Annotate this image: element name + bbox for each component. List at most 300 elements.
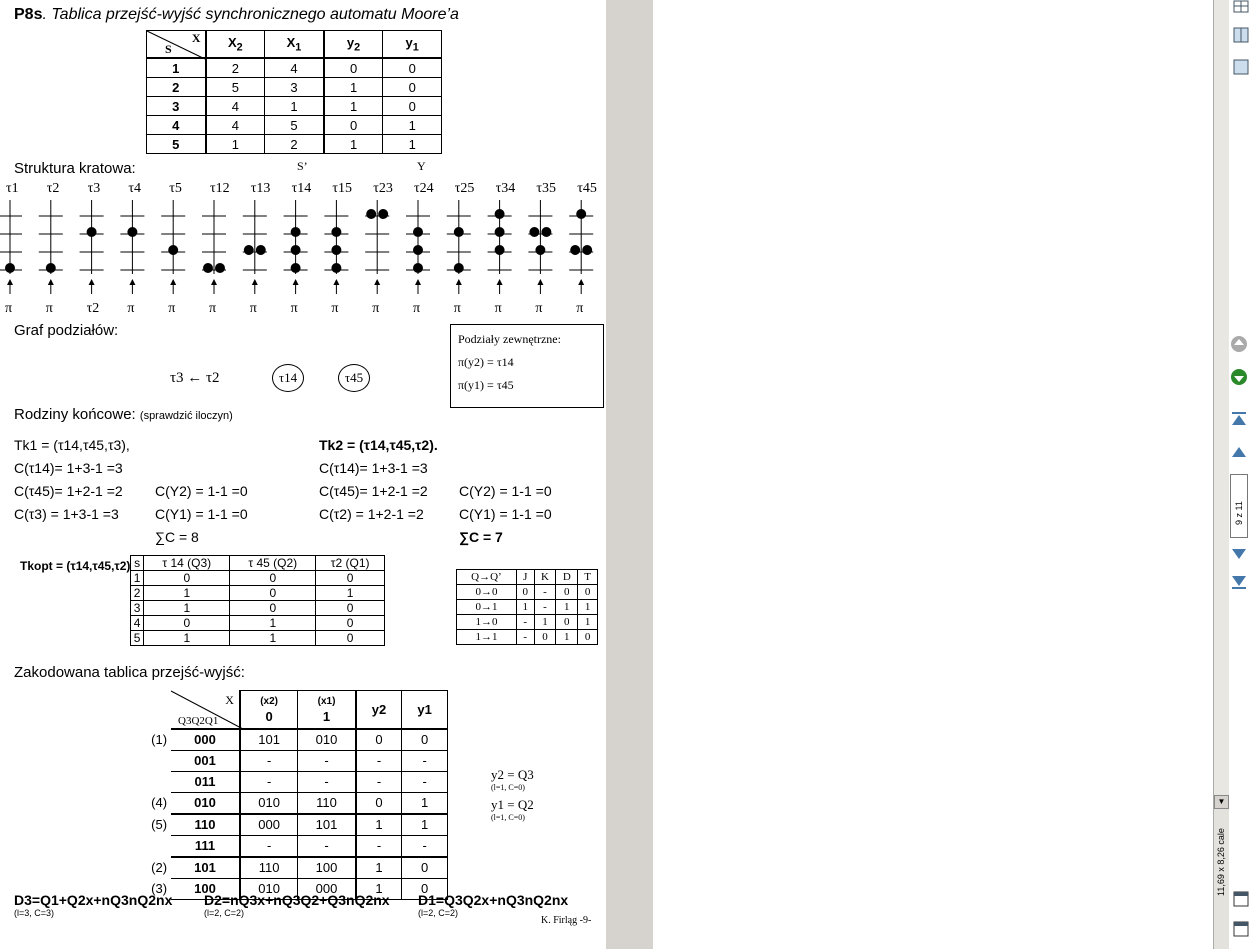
table-row: [147, 78, 442, 97]
graph-title: Graf podziałów:: [14, 322, 119, 339]
tkopt-cell: 2: [131, 586, 144, 601]
families-title: Rodziny końcowe:: [14, 406, 136, 423]
lattice-column: [406, 181, 434, 316]
lattice-arrowhead: [293, 279, 299, 285]
lattice-column: [243, 181, 271, 316]
tkopt-cell: 0: [316, 631, 385, 646]
lattice-arrowhead: [48, 279, 54, 285]
encoded-cell: -: [402, 750, 448, 771]
lattice-column: [324, 181, 352, 316]
tau-label: τ45: [577, 181, 597, 196]
families-note: (sprawdzić iloczyn): [139, 410, 233, 422]
lattice-column: [447, 181, 475, 316]
family1-sum: ∑C = 8: [155, 529, 199, 545]
lattice-dot: [454, 263, 464, 273]
tkopt-cell: 1: [131, 571, 144, 586]
bottom-label: π: [331, 301, 339, 316]
encoded-cell: 010: [298, 729, 356, 751]
lattice-arrowhead: [7, 279, 13, 285]
tkopt-row: [131, 571, 385, 586]
tkopt-cell: 1: [230, 616, 316, 631]
lattice-dot: [168, 245, 178, 255]
lattice-arrowhead: [415, 279, 421, 285]
graph-relation: τ3 ← τ2: [170, 370, 220, 386]
lattice-arrowhead: [170, 279, 176, 285]
jk-cell: 1→1: [457, 630, 517, 645]
family1-line: C(τ14)= 1+3-1 =3: [14, 460, 123, 476]
family2-output: C(Y2) = 1-1 =0: [459, 483, 552, 499]
lattice-dot: [46, 263, 56, 273]
value-cell: 2: [206, 58, 265, 78]
encoded-cell: 100: [298, 857, 356, 879]
external-title: Podziały zewnętrzne:: [458, 332, 561, 346]
tkopt-header: s: [131, 556, 144, 571]
jk-header: J: [516, 570, 534, 585]
lattice-dot: [291, 227, 301, 237]
jk-cell: 0: [556, 585, 578, 600]
bottom-label: π: [168, 301, 176, 316]
bottom-label: π: [45, 301, 53, 316]
first-page-icon[interactable]: [1230, 410, 1248, 428]
tau-label: τ15: [332, 181, 353, 196]
encoded-cell: 000: [298, 878, 356, 899]
two-page-view-icon[interactable]: [1232, 26, 1250, 44]
flipflop-table: [456, 569, 598, 645]
lattice-column: [365, 181, 393, 316]
tkopt-cell: 1: [144, 601, 230, 616]
row-label: [130, 750, 171, 771]
bottom-label: π: [453, 301, 461, 316]
forward-icon[interactable]: [1230, 368, 1248, 386]
lattice-dot: [495, 245, 505, 255]
tkopt-cell: 5: [131, 631, 144, 646]
value-cell: 4: [206, 97, 265, 116]
jk-row: [457, 600, 598, 615]
header-y2: y2: [356, 691, 402, 729]
table-corner: [147, 31, 206, 59]
lattice-dot: [127, 227, 137, 237]
lattice-arrowhead: [456, 279, 462, 285]
tkopt-cell: 4: [131, 616, 144, 631]
encoded-row: [130, 857, 448, 879]
lattice-column: [528, 181, 556, 316]
tkopt-row: [131, 586, 385, 601]
encoded-row: [130, 750, 448, 771]
value-cell: 1: [383, 116, 442, 135]
jk-cell: 1→0: [457, 615, 517, 630]
header-x2: $X_2$: [206, 31, 265, 59]
encoded-cell: 110: [240, 857, 298, 879]
bottom-label: π: [127, 301, 135, 316]
vertical-scrollbar[interactable]: [1213, 0, 1229, 949]
jk-header: Q→Q’: [457, 570, 517, 585]
state-code: 100: [171, 878, 240, 899]
lattice-arrowhead: [129, 279, 135, 285]
external-line2: π(y1) = τ45: [458, 378, 514, 392]
eq-y2: y2 = Q3: [491, 767, 534, 782]
encoded-cell: 101: [240, 729, 298, 751]
tkopt-cell: 0: [316, 571, 385, 586]
value-cell: 2: [265, 135, 324, 154]
lattice-column: [120, 181, 144, 316]
bottom-label: τ2: [86, 301, 100, 316]
tau-label: τ23: [373, 181, 393, 196]
scroll-track[interactable]: [1214, 0, 1229, 795]
value-cell: 4: [206, 116, 265, 135]
equation-text: D2=nQ3x+nQ3Q2+Q3nQ2nx: [204, 892, 390, 908]
row-label: (1): [151, 731, 168, 747]
tkopt-cell: 1: [230, 631, 316, 646]
value-cell: 1: [383, 135, 442, 154]
family2-sum: ∑C = 7: [459, 529, 503, 545]
back-icon[interactable]: [1230, 335, 1248, 353]
jk-cell: 1: [556, 600, 578, 615]
header-col0: [240, 691, 298, 729]
encoded-cell: -: [240, 771, 298, 792]
lattice-arrowhead: [252, 279, 258, 285]
family1-output: C(Y2) = 1-1 =0: [155, 483, 248, 499]
value-cell: 0: [324, 58, 383, 78]
families-heading: [14, 406, 233, 423]
encoded-cell: -: [298, 750, 356, 771]
tkopt-cell: 0: [230, 571, 316, 586]
encoded-corner: [171, 691, 240, 729]
tau-label: τ5: [169, 181, 182, 196]
bottom-label: π: [576, 301, 584, 316]
jk-cell: -: [516, 630, 534, 645]
encoded-cell: 0: [402, 729, 448, 751]
heading-title: . Tablica przejść-wyjść synchronicznego automatu Moore’a: [42, 6, 459, 23]
equation-d3: [14, 892, 172, 918]
family2-output: C(Y1) = 1-1 =0: [459, 506, 552, 522]
tkopt-cell: 0: [230, 586, 316, 601]
corner-s: S: [165, 42, 172, 56]
lattice-arrowhead: [89, 279, 95, 285]
lattice-dot: [378, 209, 388, 219]
jk-row: [457, 630, 598, 645]
jk-row: [457, 615, 598, 630]
lattice-dot: [203, 263, 213, 273]
row-label: (2): [151, 859, 168, 875]
encoded-cell: 1: [402, 792, 448, 814]
row-label: (3): [151, 881, 168, 896]
family2-line: C(τ14)= 1+3-1 =3: [319, 460, 428, 476]
encoded-cell: 010: [240, 792, 298, 814]
viewer-sidebar: [606, 0, 1244, 949]
footer-author: K. Firląg: [541, 915, 578, 926]
encoded-cell: 000: [240, 814, 298, 836]
jk-cell: 0→1: [457, 600, 517, 615]
jk-header: T: [578, 570, 598, 585]
lattice-column: [0, 181, 22, 316]
tau-label: τ2: [46, 181, 60, 196]
external-partitions-box: [450, 324, 604, 408]
tau-label: τ12: [210, 181, 230, 196]
jk-cell: 1: [578, 615, 598, 630]
lattice-dot: [570, 245, 580, 255]
paper-size-label: [1214, 828, 1229, 898]
tau-label: τ3: [87, 181, 101, 196]
family2-line: Tk2 = (τ14,τ45,τ2).: [319, 437, 438, 453]
value-cell: 1: [324, 78, 383, 97]
header-y2: $y_2$: [324, 31, 383, 59]
lattice-dot: [495, 209, 505, 219]
header-col1: [298, 691, 356, 729]
header-zero: 0: [265, 709, 273, 725]
equation-note: (l=2, C=2): [204, 908, 245, 918]
encoded-cell: 1: [402, 814, 448, 836]
tau-label: τ34: [495, 181, 516, 196]
encoded-cell: 1: [356, 814, 402, 836]
lattice-dot: [291, 263, 301, 273]
lattice-dot: [291, 245, 301, 255]
grid-view-icon[interactable]: [1232, 0, 1250, 18]
lattice-dot: [256, 245, 266, 255]
state-code: 111: [171, 835, 240, 857]
state-cell: 1: [147, 58, 206, 78]
previous-page-icon[interactable]: [1230, 443, 1248, 461]
row-label: [130, 771, 171, 792]
jk-cell: 1: [556, 630, 578, 645]
tkopt-table: [130, 555, 385, 646]
eq-y2-note: (l=1, C=0): [491, 783, 525, 792]
transition-table: [146, 30, 442, 154]
single-page-view-icon[interactable]: [1232, 58, 1250, 76]
corner-x: X: [191, 31, 201, 45]
tau-label: τ14: [291, 181, 312, 196]
lattice-dot: [87, 227, 97, 237]
encoded-cell: -: [402, 771, 448, 792]
encoded-row: [130, 771, 448, 792]
lattice-column: [80, 181, 104, 316]
jk-cell: 0: [578, 630, 598, 645]
page-indicator-text: 9 z 11: [1234, 501, 1244, 525]
value-cell: 5: [265, 116, 324, 135]
family2-line: C(τ2) = 1+2-1 =2: [319, 506, 424, 522]
value-cell: 5: [206, 78, 265, 97]
tkopt-row: [131, 631, 385, 646]
family-2: [319, 434, 438, 526]
encoded-cell: 1: [356, 878, 402, 899]
lattice-arrowhead: [497, 279, 503, 285]
encoded-cell: -: [356, 835, 402, 857]
table-row: [147, 135, 442, 154]
jk-header: D: [556, 570, 578, 585]
table-row: [147, 97, 442, 116]
lattice-arrowhead: [333, 279, 339, 285]
family2-line: C(τ45)= 1+2-1 =2: [319, 483, 428, 499]
row-label: (4): [151, 795, 168, 811]
row-label: [130, 835, 171, 857]
jk-cell: 1: [578, 600, 598, 615]
tkopt-cell: 0: [144, 616, 230, 631]
encoded-cell: 0: [356, 729, 402, 751]
jk-header: K: [534, 570, 556, 585]
equation-note: (l=2, C=2): [418, 908, 459, 918]
value-cell: 4: [265, 58, 324, 78]
table-row: [147, 116, 442, 135]
encoded-cell: -: [298, 835, 356, 857]
tkopt-header: τ 45 (Q2): [230, 556, 316, 571]
page-indicator[interactable]: [1230, 474, 1248, 538]
lattice-column: [488, 181, 516, 316]
tau-label: τ25: [454, 181, 475, 196]
tau-label: τ4: [128, 181, 142, 196]
value-cell: 0: [324, 116, 383, 135]
encoded-table: [130, 690, 448, 900]
tkopt-cell: 0: [230, 601, 316, 616]
encoded-cell: 0: [402, 857, 448, 879]
encoded-cell: 0: [356, 792, 402, 814]
bottom-label: π: [535, 301, 543, 316]
paper-size-text: 11,69 x 8,26 cale: [1216, 828, 1226, 896]
encoded-cell: 0: [402, 878, 448, 899]
tkopt-cell: 0: [316, 601, 385, 616]
next-page-icon[interactable]: [1230, 545, 1248, 563]
document-page: [0, 0, 606, 949]
jk-cell: 0: [516, 585, 534, 600]
family-2-outputs: [459, 480, 552, 549]
encoded-cell: -: [240, 835, 298, 857]
state-code: 011: [171, 771, 240, 792]
tkopt-cell: 1: [144, 631, 230, 646]
last-page-icon[interactable]: [1230, 573, 1248, 591]
header-x1: $X_1$: [265, 31, 324, 59]
eq-y1: y1 = Q2: [491, 797, 534, 812]
row-label: (5): [151, 816, 168, 832]
lattice-dot: [529, 227, 539, 237]
label-s-prime: S’: [297, 159, 308, 173]
bottom-label: π: [372, 301, 380, 316]
tkopt-row: [131, 616, 385, 631]
encoded-row: [130, 729, 448, 751]
value-cell: 0: [383, 78, 442, 97]
value-cell: 1: [206, 135, 265, 154]
jk-cell: 1: [534, 615, 556, 630]
encoded-cell: -: [298, 771, 356, 792]
window-icon[interactable]: [1232, 890, 1250, 908]
lattice-dot: [5, 263, 15, 273]
lattice-column: [161, 181, 185, 316]
jk-cell: 0: [578, 585, 598, 600]
equation-text: D1=Q3Q2x+nQ3nQ2nx: [418, 892, 569, 908]
lattice-diagram: [0, 178, 606, 318]
bottom-label: π: [249, 301, 257, 316]
state-cell: 5: [147, 135, 206, 154]
state-cell: 3: [147, 97, 206, 116]
value-cell: 0: [383, 58, 442, 78]
state-code: 000: [171, 729, 240, 751]
state-cell: 4: [147, 116, 206, 135]
lattice-arrowhead: [211, 279, 217, 285]
encoded-cell: 101: [298, 814, 356, 836]
lattice-dot: [454, 227, 464, 237]
value-cell: 0: [383, 97, 442, 116]
value-cell: 1: [324, 97, 383, 116]
lattice-dot: [541, 227, 551, 237]
tau-label: τ13: [250, 181, 271, 196]
encoded-cell: -: [240, 750, 298, 771]
encoded-row: [130, 835, 448, 857]
lattice-dot: [215, 263, 225, 273]
family1-output: C(Y1) = 1-1 =0: [155, 506, 248, 522]
lattice-column: [569, 181, 597, 316]
lattice-column: [202, 181, 230, 316]
lattice-arrowhead: [578, 279, 584, 285]
lattice-dot: [495, 227, 505, 237]
tkopt-header: τ2 (Q1): [316, 556, 385, 571]
tau-label: τ35: [536, 181, 557, 196]
state-code: 101: [171, 857, 240, 879]
lattice-dot: [413, 263, 423, 273]
lattice-dot: [535, 245, 545, 255]
encoded-row: [130, 814, 448, 836]
bottom-label: π: [413, 301, 421, 316]
lattice-arrowhead: [374, 279, 380, 285]
lattice-dot: [331, 245, 341, 255]
jk-cell: -: [534, 600, 556, 615]
family-1: [14, 434, 130, 526]
value-cell: 3: [265, 78, 324, 97]
tkopt-cell: 0: [144, 571, 230, 586]
equation-text: D3=Q1+Q2x+nQ3nQ2nx: [14, 892, 173, 908]
tkopt-header: τ 14 (Q3): [144, 556, 230, 571]
family-1-outputs: [155, 480, 248, 549]
encoded-corner-q: Q3Q2Q1: [178, 714, 219, 727]
tkopt-cell: 0: [316, 616, 385, 631]
page-heading: [14, 6, 459, 24]
lattice-arrowhead: [537, 279, 543, 285]
header-x1: (x1): [317, 696, 336, 708]
family1-line: C(τ45)= 1+2-1 =2: [14, 483, 123, 499]
encoded-title: Zakodowana tablica przejść-wyjść:: [14, 664, 245, 681]
encoded-cell: -: [402, 835, 448, 857]
state-code: 110: [171, 814, 240, 836]
tkopt-row: [131, 601, 385, 616]
jk-cell: -: [534, 585, 556, 600]
equation-note: (l=3, C=3): [14, 908, 55, 918]
encoded-cell: 110: [298, 792, 356, 814]
heading-code: P8s: [14, 6, 43, 23]
lattice-dot: [413, 245, 423, 255]
tau-label: τ24: [414, 181, 434, 196]
tkopt-cell: 3: [131, 601, 144, 616]
bottom-label: π: [290, 301, 298, 316]
label-y: Y: [417, 159, 426, 173]
tkopt-cell: 1: [316, 586, 385, 601]
bottom-label: π: [209, 301, 217, 316]
lattice-column: [284, 181, 312, 316]
family1-line: C(τ3) = 1+3-1 =3: [14, 506, 119, 522]
scroll-down-arrow[interactable]: ▼: [1214, 795, 1229, 809]
graph-node-t45: τ45: [338, 364, 370, 392]
lattice-dot: [366, 209, 376, 219]
header-one: 1: [322, 709, 331, 725]
encoded-cell: 1: [356, 857, 402, 879]
encoded-cell: -: [356, 771, 402, 792]
external-line1: π(y2) = τ14: [458, 355, 514, 369]
tkopt-cell: 1: [144, 586, 230, 601]
header-y1: $y_1$: [383, 31, 442, 59]
state-code: 010: [171, 792, 240, 814]
footer: [541, 915, 591, 926]
window-icon-2[interactable]: [1232, 920, 1250, 938]
jk-cell: -: [516, 615, 534, 630]
header-y1: y1: [402, 691, 448, 729]
eq-y1-note: (l=1, C=0): [491, 813, 525, 822]
value-cell: 1: [324, 135, 383, 154]
table-row: [147, 58, 442, 78]
